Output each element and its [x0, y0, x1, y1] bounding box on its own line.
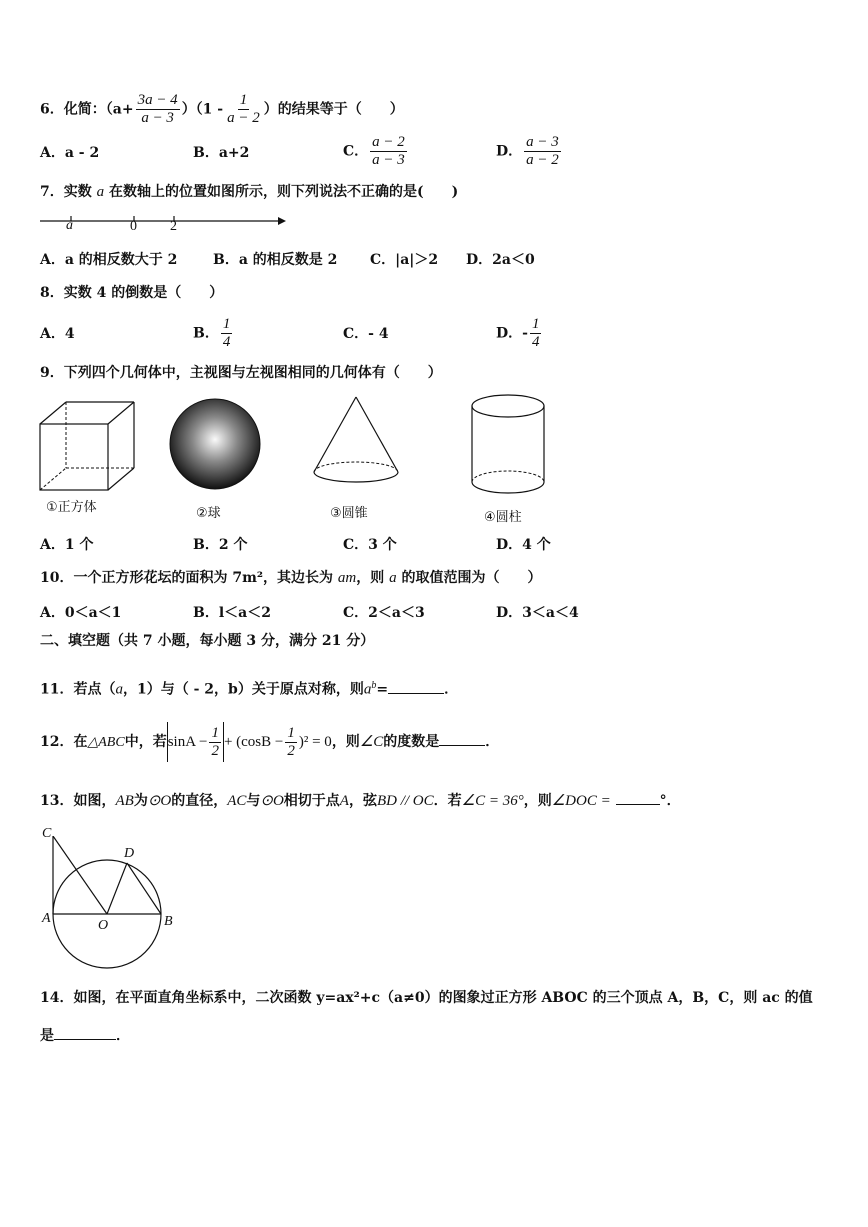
q8-option-b-fraction: [221, 316, 233, 351]
q6-option-a: A．a - 2: [40, 145, 100, 161]
q7-axis-label-0: 0: [130, 219, 137, 234]
q13-stem: [40, 790, 681, 810]
q10-stem: [40, 569, 542, 587]
q11-number: 11．: [40, 681, 74, 698]
frac-num: 3a − 4: [137, 92, 178, 108]
q11-var-a: a: [115, 681, 123, 698]
q13-circle-2: ⊙O: [260, 793, 284, 809]
q9-option-d: D．4 个: [496, 537, 551, 553]
q13-angle-doc: ∠DOC =: [551, 793, 611, 809]
q9-number: 9．: [40, 365, 64, 381]
q6-option-c-fraction: [370, 134, 407, 169]
q7-axis-label-2: 2: [170, 219, 177, 234]
q12-sin-term: sinA −: [167, 734, 208, 750]
q12-triangle: △ABC: [87, 735, 125, 750]
q12-answer-blank[interactable]: [439, 731, 485, 746]
q13-angle-c: ∠C = 36°: [461, 793, 524, 809]
q12-angle: ∠C: [359, 734, 384, 750]
q6-fraction-2: [225, 92, 262, 127]
q10-option-d: D．3＜a＜4: [496, 605, 579, 621]
q13-text-e: 相切于点: [283, 793, 340, 809]
q9-option-b: B．2 个: [193, 537, 248, 553]
q13-text-c: 的直径，: [171, 793, 228, 809]
q13-circle: ⊙O: [147, 793, 172, 809]
frac-num: 1: [287, 724, 295, 741]
frac-num: a − 3: [526, 134, 559, 150]
q10-text-b: ，则: [356, 570, 385, 586]
q9-text: 下列四个几何体中，主视图与左视图相同的几何体有（ ）: [63, 365, 442, 381]
q7-stem: [40, 183, 458, 201]
q13-ab: AB: [115, 793, 134, 809]
q8-option-b: [193, 316, 234, 351]
sphere-caption: ②球: [196, 506, 221, 521]
q12-tail: )² = 0: [298, 734, 332, 750]
q14-end: ．: [116, 1028, 130, 1044]
q9-option-a: A．1 个: [40, 537, 94, 553]
frac-den: a − 2: [526, 152, 559, 168]
q12-text-a: 在: [73, 734, 88, 750]
q6-option-d: [496, 134, 563, 169]
q7-option-b: B．a 的相反数是 2: [213, 252, 338, 268]
q8-number: 8．: [40, 285, 64, 301]
q13-bd-parallel: BD // OC: [376, 793, 434, 809]
q12-fraction-2: [285, 725, 297, 760]
q6-text-c: ）的结果等于（ ）: [263, 101, 404, 118]
q13-text-d: 与: [246, 793, 261, 809]
frac-den: a − 3: [141, 110, 174, 126]
q8-option-a: A．4: [40, 326, 75, 342]
q10-text-a: 一个正方形花坛的面积为 7m²，其边长为: [73, 570, 334, 586]
cone-caption: ③圆锥: [330, 506, 368, 521]
q6-text-b: ）（1 -: [181, 101, 224, 118]
cube-figure: [38, 398, 138, 494]
q9-option-c: C．3 个: [343, 537, 397, 553]
q13-text-f: ，弦: [348, 793, 377, 809]
q13-label-o: O: [98, 918, 109, 933]
q10-var-am: am: [337, 570, 357, 586]
q12-number: 12．: [40, 734, 74, 750]
q11-power-base: a: [363, 681, 372, 698]
q6-text-a: 化简：（a+: [63, 101, 134, 118]
q12-text-b: 中，若: [124, 734, 167, 750]
q11-stem: [40, 677, 458, 699]
q13-point-a: A: [339, 793, 349, 809]
frac-num: 1: [222, 316, 231, 332]
q8-option-c: C．- 4: [343, 326, 389, 342]
frac-num: a − 2: [372, 134, 405, 150]
frac-den: a − 3: [372, 152, 405, 168]
q7-option-c: C．|a|＞2: [370, 252, 439, 268]
q14-stem-line2: [40, 1025, 130, 1045]
q13-label-b: B: [164, 914, 173, 929]
q7-option-d: D．2a＜0: [466, 252, 535, 268]
q8-text: 实数 4 的倒数是（ ）: [63, 285, 224, 301]
option-label: C．: [343, 143, 369, 160]
q10-var-a: a: [389, 570, 397, 586]
q12-text-d: 的度数是: [383, 734, 440, 750]
q13-text-b: 为: [133, 793, 148, 809]
q6-fraction-1: [136, 92, 180, 127]
q13-answer-blank[interactable]: [616, 790, 660, 805]
q14-answer-blank[interactable]: [54, 1025, 116, 1040]
q12-stem: [40, 722, 499, 763]
q13-label-a: A: [42, 911, 51, 926]
cone-figure: [308, 394, 404, 494]
q11-text-a: 若点（: [73, 681, 116, 698]
q10-option-b: B．l＜a＜2: [193, 605, 271, 621]
q13-ac: AC: [227, 793, 247, 809]
q11-power-exponent: b: [371, 680, 377, 691]
section-heading: 二、填空题（共 7 小题，每小题 3 分，满分 21 分）: [40, 633, 375, 649]
q11-equals: =: [376, 681, 389, 698]
sphere-figure: [166, 398, 266, 494]
q14-stem-line1: 14．如图，在平面直角坐标系中，二次函数 y=ax²+c（a≠0）的图象过正方形 ABOC 的三个顶点 A，B，C，则 ac 的值: [40, 990, 813, 1006]
q8-option-d: [496, 316, 543, 351]
q11-text-b: ，1）与（ - 2，b）关于原点对称，则: [122, 681, 364, 698]
q6-option-d-fraction: [524, 134, 561, 169]
q7-text-a: 实数: [63, 184, 92, 200]
q9-stem: [40, 364, 442, 382]
q13-text-a: 如图，: [73, 793, 116, 809]
q13-label-c: C: [42, 826, 52, 841]
q13-end: °．: [659, 793, 681, 809]
q7-variable: a: [96, 184, 105, 200]
q7-number: 7．: [40, 184, 64, 200]
frac-den: a − 2: [227, 110, 260, 126]
option-label: B．: [193, 325, 219, 342]
cylinder-figure: [468, 392, 548, 498]
q11-answer-blank[interactable]: [388, 679, 444, 694]
q10-number: 10．: [40, 570, 74, 586]
q7-axis-label-a: a: [66, 218, 73, 233]
q13-text-h: ，则: [523, 793, 552, 809]
option-label: D．: [496, 143, 523, 160]
q13-text-g: ．若: [433, 793, 462, 809]
frac-den: 2: [211, 742, 219, 759]
frac-num: 1: [239, 92, 248, 108]
q6-number: 6．: [40, 101, 64, 118]
q10-option-c: C．2＜a＜3: [343, 605, 425, 621]
q6-option-b: B．a+2: [193, 145, 250, 161]
q7-option-a: A．a 的相反数大于 2: [40, 252, 178, 268]
q12-cos-term: + (cosB −: [223, 734, 284, 750]
cylinder-caption: ④圆柱: [484, 510, 522, 525]
q8-stem: [40, 284, 223, 302]
q12-text-c: ，则: [331, 734, 360, 750]
frac-den: 4: [222, 334, 231, 350]
q10-text-c: 的取值范围为（ ）: [401, 570, 542, 586]
q13-number: 13．: [40, 793, 74, 809]
q11-end: ．: [444, 681, 459, 698]
frac-den: 2: [287, 742, 295, 759]
q13-label-d: D: [124, 846, 135, 861]
q7-text-b: 在数轴上的位置如图所示，则下列说法不正确的是( ): [109, 184, 459, 200]
q8-option-d-fraction: [530, 316, 542, 351]
q12-fraction-1: [209, 725, 221, 760]
q6-stem: [40, 92, 404, 127]
option-label: D．-: [496, 325, 528, 342]
q13-circle-figure: [48, 836, 168, 976]
frac-den: 4: [531, 334, 540, 350]
q12-end: ．: [485, 734, 500, 750]
frac-num: 1: [531, 316, 540, 332]
q6-option-c: [343, 134, 409, 169]
q7-number-line: [38, 208, 288, 238]
q10-option-a: A．0＜a＜1: [40, 605, 122, 621]
cube-caption: ①正方体: [46, 500, 97, 515]
frac-num: 1: [211, 724, 219, 741]
q14-text: 是: [40, 1028, 54, 1044]
